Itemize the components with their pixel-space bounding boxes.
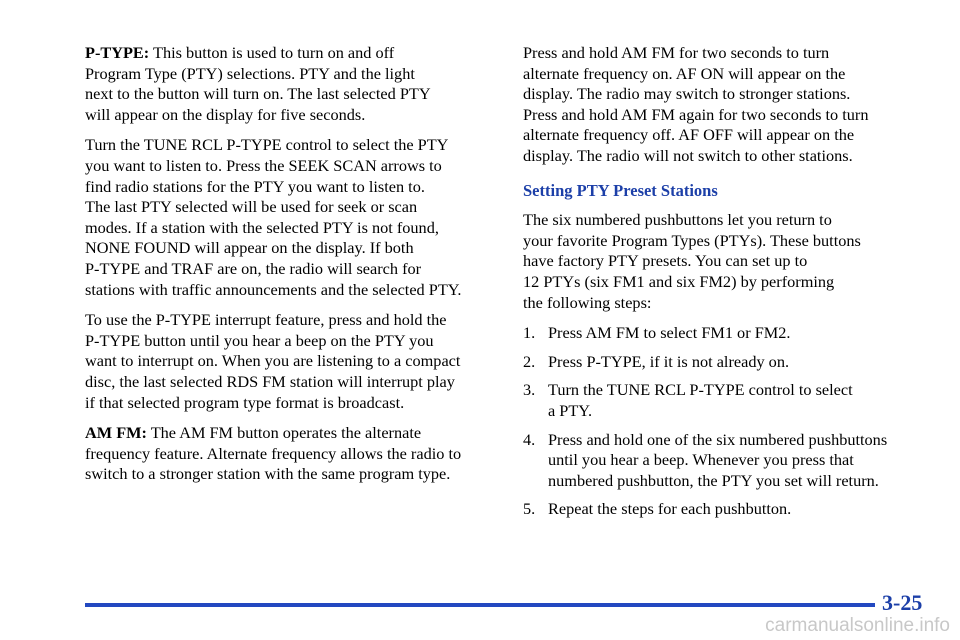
section-heading: Setting PTY Preset Stations — [523, 180, 718, 200]
text-line: if that selected program type format is broadcast. — [85, 392, 405, 412]
text-line: numbered pushbutton, the PTY you set will return. — [548, 470, 879, 490]
right-column — [523, 43, 923, 528]
watermark: carmanualsonline.info — [765, 615, 950, 636]
text-line: P-TYPE and TRAF are on, the radio will search for — [85, 258, 422, 278]
p-type-paragraph — [85, 43, 495, 125]
text-line: Press and hold one of the six numbered pushbuttons — [548, 429, 888, 449]
text-line: The six numbered pushbuttons let you return to — [523, 210, 832, 230]
text-line: alternate frequency on. AF ON will appear on the — [523, 63, 846, 83]
step-number: 3. — [523, 380, 536, 400]
text-line: The AM FM button operates the alternate — [146, 423, 422, 443]
text-line: Press and hold AM FM again for two seconds to turn — [523, 104, 869, 124]
text-line: Turn the TUNE RCL P-TYPE control to select the PTY — [85, 135, 449, 155]
p-type-term: P-TYPE: — [85, 43, 150, 62]
text-line: display. The radio will not switch to other stations. — [523, 145, 853, 165]
text-line: switch to a stronger station with the same program type. — [85, 464, 451, 484]
presets-intro-paragraph — [523, 210, 923, 313]
text-line: Turn the TUNE RCL P-TYPE control to select — [548, 380, 853, 400]
text-line: will appear on the display for five seconds. — [85, 104, 366, 124]
text-line: The last PTY selected will be used for seek or scan — [85, 197, 418, 217]
step-number: 4. — [523, 429, 536, 449]
text-line: stations with traffic announcements and the selected PTY. — [85, 279, 462, 299]
step-number: 1. — [523, 323, 536, 343]
list-item — [523, 323, 923, 344]
footer-rule — [85, 603, 875, 607]
alternate-frequency-paragraph — [523, 43, 923, 167]
tune-rcl-paragraph — [85, 135, 495, 300]
text-line: find radio stations for the PTY you want to listen to. — [85, 176, 425, 196]
list-item — [523, 352, 923, 373]
text-line: disc, the last selected RDS FM station will interrupt play — [85, 371, 455, 391]
list-item — [523, 380, 923, 421]
text-line: a PTY. — [548, 400, 593, 420]
text-line: you want to listen to. Press the SEEK SCAN arrows to — [85, 155, 442, 175]
text-line: P-TYPE button until you hear a beep on the PTY you — [85, 330, 434, 350]
left-column — [85, 43, 495, 495]
text-line: want to interrupt on. When you are listening to a compact — [85, 351, 461, 371]
text-line: NONE FOUND will appear on the display. If both — [85, 238, 414, 258]
text-line: modes. If a station with the selected PTY is not found, — [85, 217, 439, 237]
step-number: 2. — [523, 351, 536, 371]
am-fm-paragraph — [85, 423, 495, 485]
text-line: until you hear a beep. Whenever you press that — [548, 450, 854, 470]
am-fm-term: AM FM: — [85, 423, 147, 443]
text-line: next to the button will turn on. The last selected PTY — [85, 84, 431, 104]
step-number: 5. — [523, 499, 536, 519]
text-line: alternate frequency off. AF OFF will appear on the — [523, 125, 855, 145]
text-line: have factory PTY presets. You can set up to — [523, 251, 808, 271]
interrupt-paragraph — [85, 310, 495, 413]
text-line: the following steps: — [523, 292, 652, 312]
text-line: your favorite Program Types (PTYs). These buttons — [523, 230, 861, 250]
list-item — [523, 499, 923, 520]
page-number: 3-25 — [882, 590, 923, 615]
text-line: Press AM FM to select FM1 or FM2. — [548, 323, 791, 343]
text-line: display. The radio may switch to stronger stations. — [523, 84, 851, 104]
text-line: To use the P-TYPE interrupt feature, press and hold the — [85, 310, 447, 330]
steps-list — [523, 323, 923, 520]
text-line: Program Type (PTY) selections. PTY and the light — [85, 63, 415, 83]
text-line: Repeat the steps for each pushbutton. — [548, 499, 792, 519]
list-item — [523, 430, 923, 492]
text-line: Press P-TYPE, if it is not already on. — [548, 351, 790, 371]
text-line: Press and hold AM FM for two seconds to turn — [523, 43, 830, 62]
text-line: This button is used to turn on and off — [149, 43, 395, 62]
text-line: 12 PTYs (six FM1 and six FM2) by performing — [523, 271, 835, 291]
text-line: frequency feature. Alternate frequency allows the radio to — [85, 443, 462, 463]
